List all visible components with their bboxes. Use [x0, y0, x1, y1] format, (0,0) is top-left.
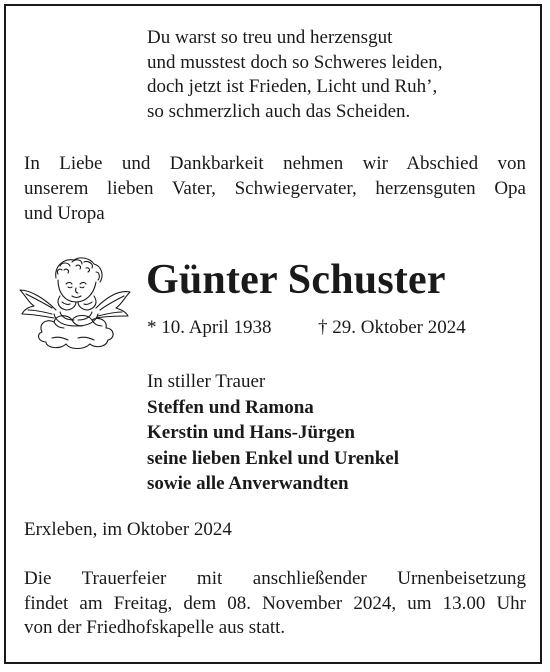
deceased-name: Günter Schuster — [146, 257, 446, 303]
cherub-angel-icon — [16, 252, 134, 354]
poem-line: Du warst so treu und herzensgut — [147, 27, 393, 48]
mourner-line: sowie alle Anverwandten — [147, 473, 349, 494]
intro-line: und Uropa — [24, 203, 105, 224]
poem — [147, 26, 443, 124]
intro-line: In Liebe und Dankbarkeit nehmen wir Abschied von — [24, 153, 526, 174]
poem-line: doch jetzt ist Frieden, Licht und Ruh’, — [147, 76, 438, 97]
intro-text — [24, 151, 526, 226]
funeral-info — [24, 567, 526, 641]
mourner-line: Steffen und Ramona — [147, 396, 314, 418]
mourners-block — [147, 369, 399, 497]
death-date: † 29. Oktober 2024 — [318, 317, 466, 338]
poem-line: und musstest doch so Schweres leiden, — [147, 51, 443, 73]
intro-line: unserem lieben Vater, Schwiegervater, herzensguten Opa — [24, 178, 526, 199]
funeral-line: Die Trauerfeier mit anschließender Urnenbeisetzung — [24, 568, 526, 589]
mourner-line: seine lieben Enkel und Urenkel — [147, 447, 399, 469]
mourner-line: Kerstin und Hans-Jürgen — [147, 422, 355, 443]
birth-date: * 10. April 1938 — [147, 317, 272, 338]
mourning-header: In stiller Trauer — [147, 371, 266, 392]
funeral-line: findet am Freitag, dem 08. November 2024, um 13.00 Uhr — [24, 592, 526, 614]
poem-line: so schmerzlich auch das Scheiden. — [147, 100, 411, 122]
funeral-line: von der Friedhofskapelle aus statt. — [24, 617, 286, 638]
place-date: Erxleben, im Oktober 2024 — [24, 519, 232, 540]
